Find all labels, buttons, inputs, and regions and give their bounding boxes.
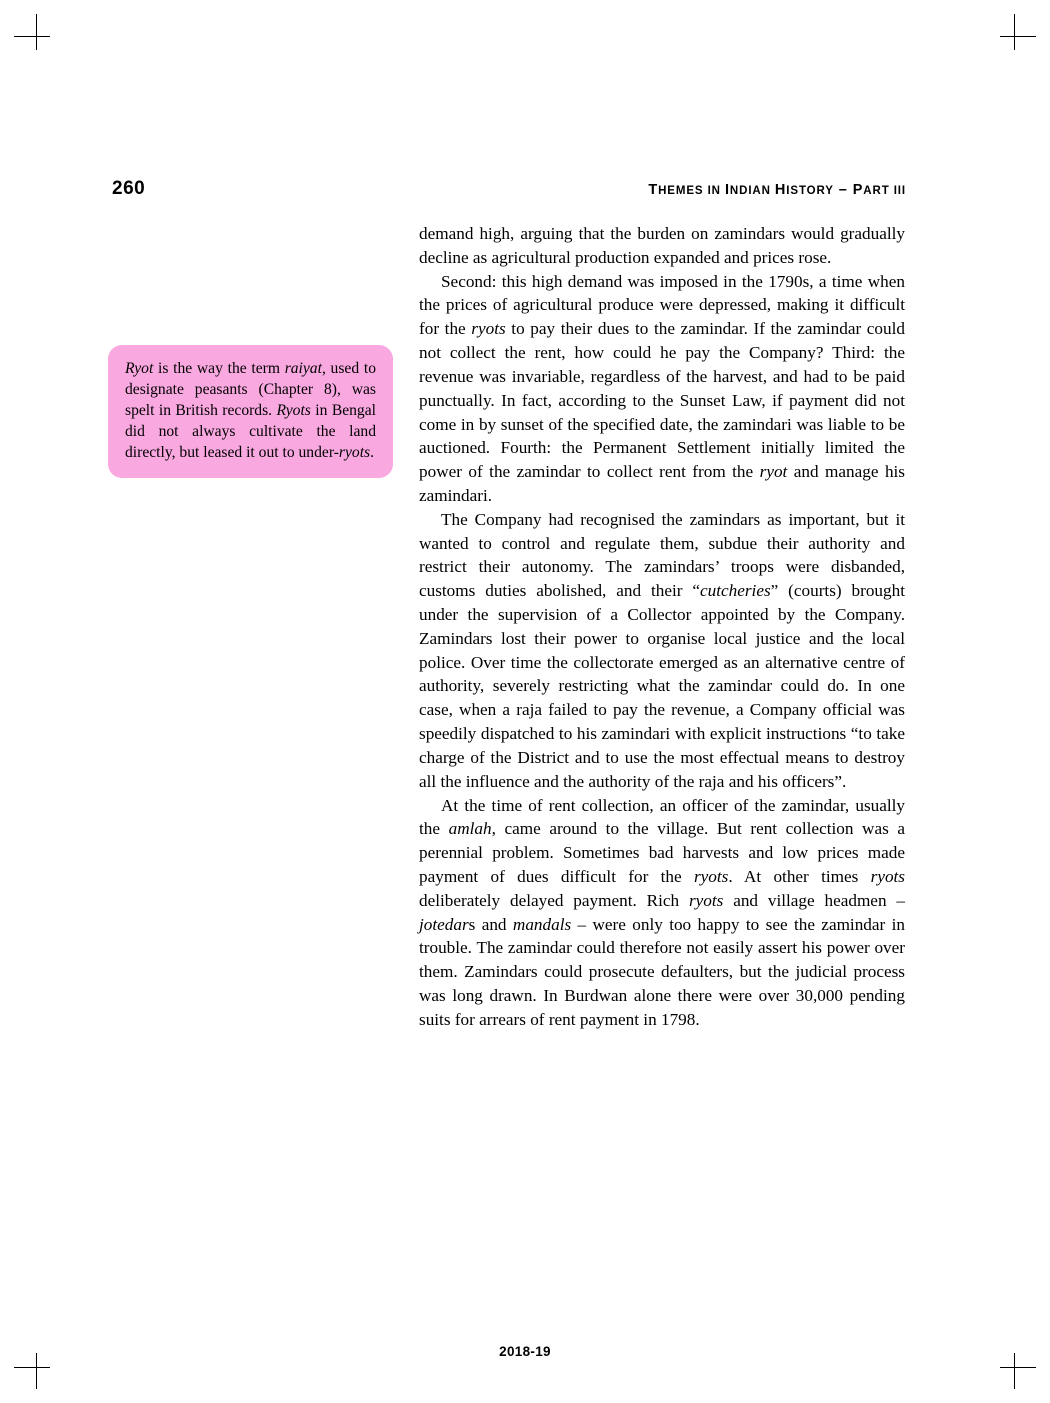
paragraph-2-run-2: to pay their dues to the zamindar. If the zamindar could not collect the rent, how could he pay the Company? Third: the revenue was invariable, regardless of the harvest, and had to be paid punctually. In fact, according to the Sunset Law, if payment did not come in by sunset of the specified date, the zamindari was liable to be auctioned. Fourth: the Permanent Settlement initially limited the power of the zamindar to collect rent from the	[419, 319, 905, 482]
paragraph-2-run-3: and manage his zamindari.	[419, 462, 905, 505]
paragraph-2-em-ryot: ryot	[759, 462, 788, 482]
crop-mark-bottom-right-horizontal	[1000, 1367, 1036, 1368]
sidenote-term-ryot: Ryot	[125, 360, 154, 377]
paragraph-4-run-7: – were only too happy to see the zamindar in trouble. The zamindar could therefore not easily assert his power over them. Zamindars could prosecute defaulters, but the judicial process was long drawn. In Burdwan alone there were over 30,000 pending suits for arrears of rent payment in 1798.	[419, 914, 905, 1029]
paragraph-2-em-ryots: ryots	[471, 319, 506, 339]
body-text-column	[419, 222, 905, 1032]
paragraph-3-run-2: ” (courts) brought under the supervision of a Collector appointed by the Company. Zamindars lost their power to organise local justice and the local police. Over time the collectorate emerged as an alternative centre of authority, severely restricting what the zamindar could do. In one case, when a raja failed to pay the revenue, a Company official was speedily dispatched to his zamindari with explicit instructions “to take charge of the District and to use the most effectual means to destroy all the influence and the authority of the raja and his officers”.	[419, 581, 905, 791]
crop-mark-top-left-horizontal	[14, 36, 50, 37]
paragraph-4-run-1: At the time of rent collection, an officer of the zamindar, usually the	[419, 795, 905, 839]
paragraph-4-run-6: s and	[468, 914, 513, 934]
paragraph-4-em-amlah: amlah	[448, 819, 492, 839]
paragraph-3-em-cutcheries: cutcheries	[700, 581, 771, 601]
sidenote-term-ryots: Ryots	[276, 402, 311, 420]
running-title-text: THEMES IN INDIAN HISTORY – PART III	[648, 182, 906, 198]
paragraph-4-run-4: deliberately delayed payment. Rich	[419, 890, 689, 910]
paragraph-1	[419, 222, 905, 270]
sidenote-term-raiyat: raiyat	[284, 360, 322, 377]
sidenote-run-4: .	[370, 444, 374, 462]
paragraph-3-run-1: The Company had recognised the zamindars as important, but it wanted to control and regulate them, subdue their authority and restrict their autonomy. The zamindars’ troops were disbanded, customs duties abolished, and their “	[419, 509, 905, 601]
sidenote-term-under-ryots: ryots	[338, 444, 371, 462]
paragraph-4-run-5: and village headmen –	[723, 890, 905, 910]
sidenote-box	[108, 345, 393, 478]
paragraph-3	[419, 508, 905, 794]
sidenote-run-2: , used to designate peasants (Chapter 8), was spelt in British records.	[125, 360, 376, 420]
crop-mark-top-right-vertical	[1014, 14, 1015, 50]
paragraph-2-run-1: Second: this high demand was imposed in the 1790s, a time when the prices of agricultural produce were depressed, making it difficult for the	[419, 271, 905, 339]
page-header	[112, 178, 906, 200]
sidenote-run-3: in Bengal did not always cultivate the land directly, but leased it out to under-	[125, 402, 376, 462]
crop-mark-top-left-vertical	[36, 14, 37, 50]
crop-mark-bottom-left-horizontal	[14, 1367, 50, 1368]
paragraph-4-em-ryots-2: ryots	[870, 866, 905, 886]
paragraph-4-em-ryots-1: ryots	[693, 866, 729, 886]
paragraph-4-em-ryots-3: ryots	[688, 890, 724, 910]
paragraph-4-run-3: . At other times	[728, 866, 871, 886]
crop-mark-top-right-horizontal	[1000, 36, 1036, 37]
paragraph-2	[419, 270, 905, 508]
sidenote-run-1: is the way the term	[153, 360, 285, 377]
paragraph-4	[419, 794, 905, 1032]
page-footer: 2018-19	[499, 1344, 551, 1359]
paragraph-4-em-jotedar: jotedar	[419, 914, 469, 934]
running-title	[648, 182, 906, 198]
paragraph-4-run-2: , came around to the village. But rent collection was a perennial problem. Sometimes bad harvests and low prices made payment of dues difficult for the	[419, 819, 905, 886]
paragraph-4-em-mandals: mandals	[512, 914, 572, 934]
paragraph-1-text: demand high, arguing that the burden on zamindars would gradually decline as agricultural production expanded and prices rose.	[419, 224, 905, 267]
page-number: 260	[112, 178, 146, 199]
